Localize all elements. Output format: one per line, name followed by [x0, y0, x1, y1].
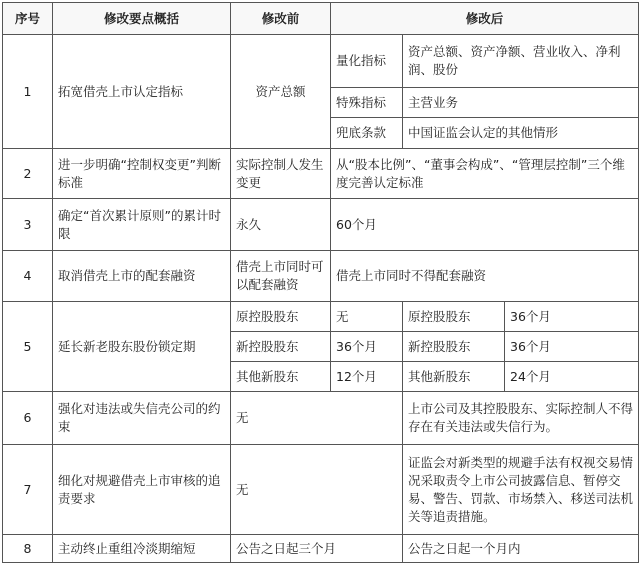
- row-no: 5: [3, 302, 53, 392]
- row-no: 8: [3, 535, 53, 563]
- before-value: 无: [331, 302, 403, 332]
- after-value: 24个月: [505, 362, 639, 392]
- table-row: [3, 199, 639, 251]
- header-before: 修改前: [231, 3, 331, 35]
- after-label: 原控股股东: [403, 302, 505, 332]
- row-before: 借壳上市同时可以配套融资: [231, 251, 331, 302]
- header-no: 序号: [3, 3, 53, 35]
- table-row: [3, 445, 639, 535]
- row-before: 公告之日起三个月: [231, 535, 403, 563]
- row-no: 1: [3, 35, 53, 149]
- before-label: 其他新股东: [231, 362, 331, 392]
- row-point: 取消借壳上市的配套融资: [53, 251, 231, 302]
- row-after: 借壳上市同时不得配套融资: [331, 251, 639, 302]
- row-after: 公告之日起一个月内: [403, 535, 639, 563]
- before-label: 新控股股东: [231, 332, 331, 362]
- table-row: [3, 35, 639, 88]
- comparison-table: [2, 2, 639, 563]
- table-row: [3, 392, 639, 445]
- after-value: 中国证监会认定的其他情形: [403, 118, 639, 149]
- before-label: 原控股股东: [231, 302, 331, 332]
- row-point: 进一步明确“控制权变更”判断标准: [53, 149, 231, 199]
- row-point: 强化对违法或失信壳公司的约束: [53, 392, 231, 445]
- row-before: 无: [231, 445, 403, 535]
- row-after: 60个月: [331, 199, 639, 251]
- row-before: 实际控制人发生变更: [231, 149, 331, 199]
- header-after: 修改后: [331, 3, 639, 35]
- row-point: 延长新老股东股份锁定期: [53, 302, 231, 392]
- row-before: 永久: [231, 199, 331, 251]
- after-value: 主营业务: [403, 88, 639, 118]
- row-no: 6: [3, 392, 53, 445]
- before-value: 36个月: [331, 332, 403, 362]
- after-label: 兜底条款: [331, 118, 403, 149]
- after-value: 36个月: [505, 332, 639, 362]
- row-point: 确定“首次累计原则”的累计时限: [53, 199, 231, 251]
- row-point: 主动终止重组冷淡期缩短: [53, 535, 231, 563]
- row-no: 3: [3, 199, 53, 251]
- after-label: 新控股股东: [403, 332, 505, 362]
- row-no: 2: [3, 149, 53, 199]
- row-before: 资产总额: [231, 35, 331, 149]
- table-row: [3, 251, 639, 302]
- row-after: 证监会对新类型的规避手法有权视交易情况采取责令上市公司披露信息、暂停交易、警告、罚款、市场禁入、移送司法机关等追责措施。: [403, 445, 639, 535]
- after-label: 特殊指标: [331, 88, 403, 118]
- row-no: 4: [3, 251, 53, 302]
- row-after: 从“股本比例”、“董事会构成”、“管理层控制”三个维度完善认定标准: [331, 149, 639, 199]
- row-after: 上市公司及其控股股东、实际控制人不得存在有关违法或失信行为。: [403, 392, 639, 445]
- after-label: 量化指标: [331, 35, 403, 88]
- table-row: [3, 535, 639, 563]
- row-no: 7: [3, 445, 53, 535]
- header-point: 修改要点概括: [53, 3, 231, 35]
- after-value: 36个月: [505, 302, 639, 332]
- row-before: 无: [231, 392, 403, 445]
- row-point: 细化对规避借壳上市审核的追责要求: [53, 445, 231, 535]
- after-value: 资产总额、资产净额、营业收入、净利润、股份: [403, 35, 639, 88]
- row-point: 拓宽借壳上市认定指标: [53, 35, 231, 149]
- table-row: [3, 149, 639, 199]
- table-row: [3, 302, 639, 332]
- header-row: [3, 3, 639, 35]
- before-value: 12个月: [331, 362, 403, 392]
- after-label: 其他新股东: [403, 362, 505, 392]
